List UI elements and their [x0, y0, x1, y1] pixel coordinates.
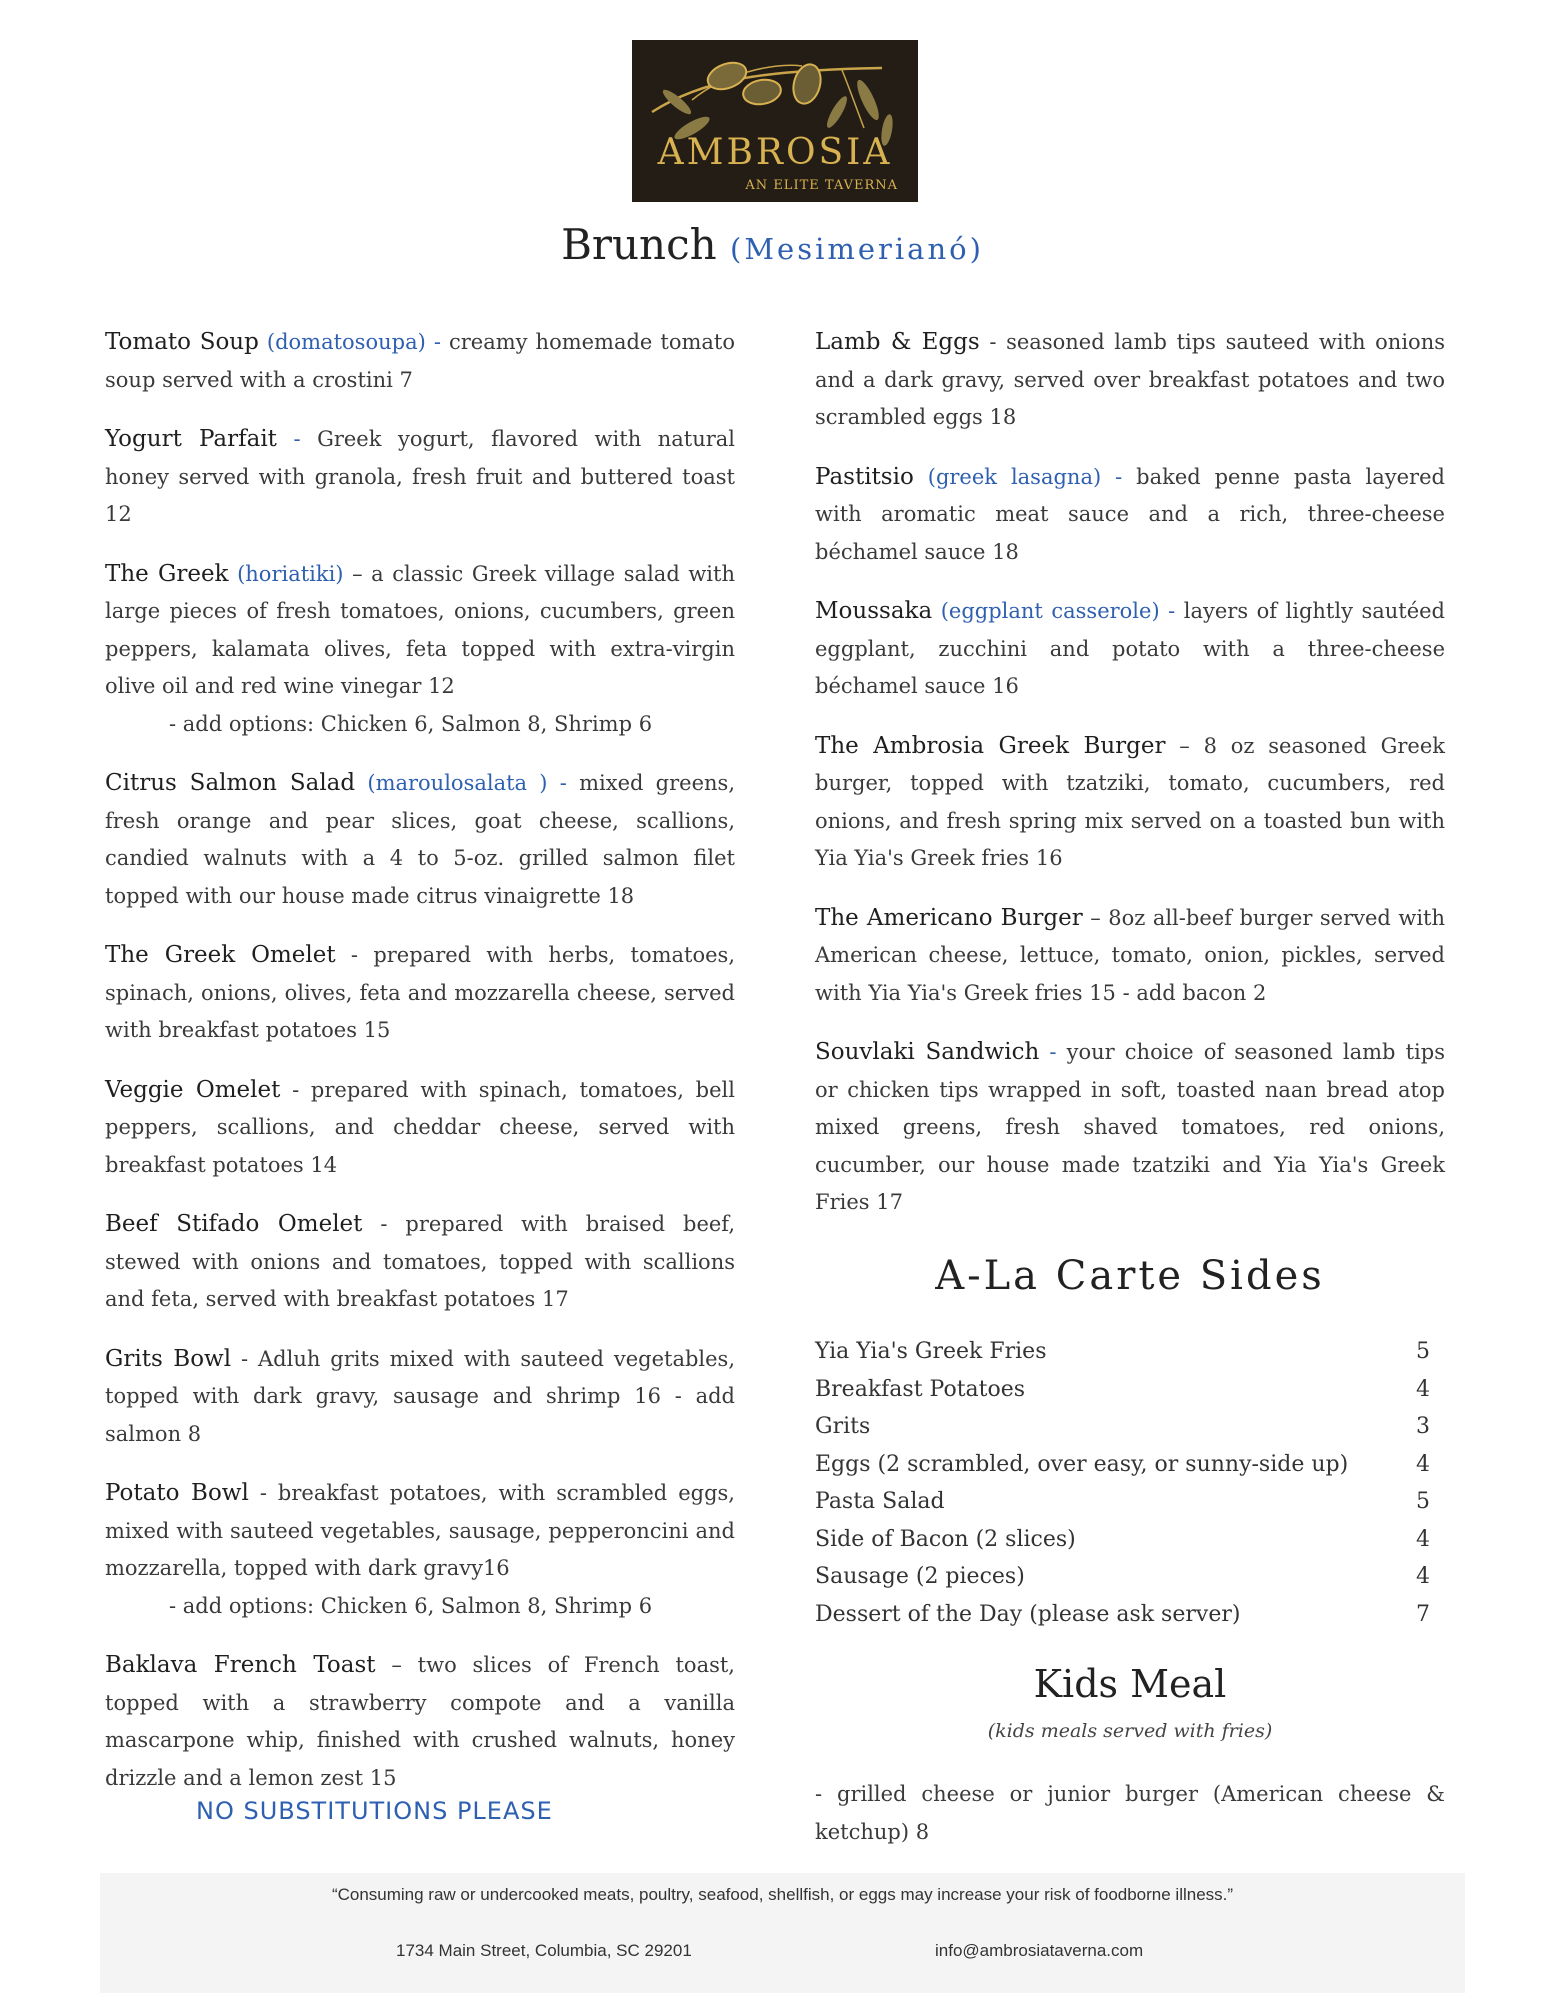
side-item: [815, 1446, 1430, 1484]
item-name: Potato Bowl: [105, 1480, 249, 1506]
side-price: 4: [1416, 1376, 1430, 1402]
menu-item: [815, 900, 1445, 1013]
item-description: two slices of French toast, topped with a strawberry compote and a vanilla mascarpone whip, finished with crushed walnuts, honey drizzle and a lemon zest 15: [105, 1653, 735, 1790]
item-description: layers of lightly sautéed eggplant, zucchini and potato with a three-cheese béchamel sauce 16: [815, 599, 1445, 698]
kids-meal-item: - grilled cheese or junior burger (American cheese & ketchup) 8: [815, 1782, 1445, 1844]
item-description: your choice of seasoned lamb tips or chicken tips wrapped in soft, toasted naan bread atop mixed greens, fresh shaved tomatoes, red onions, cucumber, our house made tzatziki and Yia Yia's Greek Fries 17: [815, 1040, 1445, 1214]
no-substitutions-notice: NO SUBSTITUTIONS PLEASE: [196, 1797, 553, 1825]
item-translation: (domatosoupa): [266, 330, 426, 354]
item-translation: (horiatiki): [237, 561, 344, 586]
item-description: 8 oz seasoned Greek burger, topped with tzatziki, tomato, cucumbers, red onions, and fresh spring mix served on a toasted bun with Yia Yia's Greek fries 16: [815, 733, 1446, 870]
menu-item: [105, 556, 735, 744]
item-separator: -: [1039, 1040, 1067, 1064]
menu-title: [0, 220, 1545, 269]
item-name: The Greek: [105, 560, 229, 587]
item-description: prepared with spinach, tomatoes, bell peppers, scallions, and cheddar cheese, served with breakfast potatoes 14: [105, 1077, 735, 1177]
side-item: [815, 1521, 1430, 1559]
footer: [100, 1873, 1465, 1993]
sides-heading: A-La Carte Sides: [935, 1253, 1325, 1299]
item-description: prepared with herbs, tomatoes, spinach, onions, olives, feta and mozzarella cheese, served with breakfast potatoes 15: [105, 943, 736, 1042]
side-name: Sausage (2 pieces): [815, 1564, 1025, 1589]
item-description: prepared with braised beef, stewed with onions and tomatoes, topped with scallions and feta, served with breakfast potatoes 17: [105, 1212, 735, 1311]
restaurant-address: 1734 Main Street, Columbia, SC 29201: [396, 1941, 692, 1960]
side-name: Side of Bacon (2 slices): [815, 1526, 1076, 1552]
side-name: Dessert of the Day (please ask server): [815, 1601, 1241, 1627]
menu-item: [105, 937, 735, 1050]
item-separator: -: [280, 1077, 311, 1102]
item-separator: -: [979, 330, 1007, 354]
side-item: [815, 1596, 1430, 1634]
side-item: [815, 1483, 1430, 1521]
item-translation: (greek lasagna): [927, 464, 1102, 489]
side-item: [815, 1408, 1430, 1446]
item-description: Adluh grits mixed with sauteed vegetables, topped with dark gravy, sausage and shrimp 16 - add salmon 8: [105, 1346, 736, 1446]
item-separator: -: [1101, 464, 1137, 489]
item-description: breakfast potatoes, with scrambled eggs, mixed with sauteed vegetables, sausage, pepperoncini and mozzarella, topped with dark gravy16: [105, 1481, 735, 1580]
side-item: [815, 1558, 1430, 1596]
logo-tagline: AN ELITE TAVERNA: [745, 178, 898, 193]
item-translation: (maroulosalata ): [367, 771, 548, 795]
item-separator: -: [335, 943, 374, 967]
item-name: Beef Stifado Omelet: [105, 1211, 363, 1237]
menu-item: [815, 324, 1445, 437]
item-separator: -: [425, 330, 449, 354]
item-separator: -: [231, 1346, 259, 1371]
item-description: mixed greens, fresh orange and pear slices, goat cheese, scallions, candied walnuts with a 4 to 5-oz. grilled salmon filet topped with our house made citrus vinaigrette 18: [105, 771, 735, 908]
food-safety-warning: “Consuming raw or undercooked meats, poultry, seafood, shellfish, or eggs may increase your risk of foodborne illness.”: [331, 1885, 1234, 1904]
menu-item: [105, 1475, 735, 1625]
menu-title-text: Brunch: [561, 220, 717, 269]
side-price: 4: [1416, 1451, 1430, 1477]
side-price: 4: [1416, 1564, 1430, 1589]
menu-item: [105, 1206, 735, 1319]
item-separator: -: [276, 427, 318, 451]
item-separator: –: [1165, 733, 1204, 758]
item-separator: –: [343, 561, 372, 586]
side-price: 4: [1416, 1526, 1430, 1552]
item-name: Baklava French Toast: [105, 1652, 376, 1678]
item-description: baked penne pasta layered with aromatic meat sauce and a rich, three-cheese béchamel sauce 18: [815, 464, 1445, 564]
menu-item: [815, 593, 1445, 706]
side-name: Breakfast Potatoes: [815, 1376, 1026, 1402]
item-name: Lamb & Eggs: [815, 329, 980, 355]
item-name: Yogurt Parfait: [105, 426, 277, 452]
side-price: 7: [1416, 1601, 1430, 1627]
side-name: Yia Yia's Greek Fries: [815, 1339, 1047, 1364]
item-separator: –: [1082, 905, 1109, 930]
menu-item: [815, 459, 1445, 572]
item-name: The Ambrosia Greek Burger: [815, 732, 1166, 759]
item-separator: -: [248, 1481, 278, 1505]
item-name: Citrus Salmon Salad: [105, 770, 356, 796]
item-description: Greek yogurt, flavored with natural honey served with granola, fresh fruit and buttered toast 12: [105, 427, 736, 526]
item-description: seasoned lamb tips sauteed with onions and a dark gravy, served over breakfast potatoes and two scrambled eggs 18: [815, 330, 1445, 429]
side-name: Grits: [815, 1414, 871, 1439]
side-price: 5: [1416, 1489, 1430, 1514]
item-name: Veggie Omelet: [105, 1076, 281, 1103]
restaurant-logo: [632, 40, 918, 202]
right-menu-column: [815, 324, 1445, 1244]
item-add-options: - add options: Chicken 6, Salmon 8, Shrimp 6: [169, 1593, 653, 1618]
item-separator: -: [547, 771, 580, 795]
item-name: Pastitsio: [815, 463, 914, 490]
menu-item: [105, 1647, 735, 1797]
side-name: Eggs (2 scrambled, over easy, or sunny-side up): [815, 1451, 1349, 1477]
menu-item: [815, 728, 1445, 878]
item-name: Souvlaki Sandwich: [815, 1039, 1040, 1065]
side-price: 3: [1416, 1414, 1430, 1439]
side-item: [815, 1371, 1430, 1409]
menu-item: [105, 765, 735, 915]
item-name: The Americano Burger: [815, 904, 1083, 931]
item-separator: -: [362, 1212, 406, 1236]
menu-subtitle: (Mesimerianó): [730, 232, 984, 266]
item-name: The Greek Omelet: [105, 942, 336, 968]
side-price: 5: [1416, 1339, 1430, 1364]
logo-name: AMBROSIA: [657, 132, 893, 173]
menu-item: [105, 421, 735, 534]
item-description: creamy homemade tomato soup served with a crostini 7: [105, 330, 735, 392]
sides-list: [815, 1333, 1430, 1633]
left-menu-column: [105, 324, 735, 1819]
item-name: Moussaka: [815, 598, 933, 624]
item-separator: -: [1159, 599, 1184, 623]
menu-item: [105, 1341, 735, 1454]
contact-email[interactable]: info@ambrosiataverna.com: [935, 1941, 1144, 1960]
menu-item: [815, 1034, 1445, 1222]
side-name: Pasta Salad: [815, 1489, 945, 1514]
kids-meal-heading: Kids Meal: [1033, 1662, 1227, 1706]
item-name: Grits Bowl: [105, 1345, 232, 1372]
menu-item: [105, 324, 735, 399]
side-item: [815, 1333, 1430, 1371]
menu-item: [105, 1072, 735, 1185]
item-add-options: - add options: Chicken 6, Salmon 8, Shrimp 6: [169, 711, 653, 736]
kids-meal-note: (kids meals served with fries): [987, 1720, 1273, 1742]
item-name: Tomato Soup: [105, 329, 259, 355]
item-translation: (eggplant casserole): [940, 599, 1160, 623]
item-description: a classic Greek village salad with large pieces of fresh tomatoes, onions, cucumbers, green peppers, kalamata olives, feta topped with extra-virgin olive oil and red wine vinegar 12: [105, 561, 735, 698]
item-description: 8oz all-beef burger served with American cheese, lettuce, tomato, onion, pickles, served with Yia Yia's Greek fries 15 - add bacon 2: [815, 905, 1446, 1005]
item-separator: –: [375, 1653, 418, 1677]
